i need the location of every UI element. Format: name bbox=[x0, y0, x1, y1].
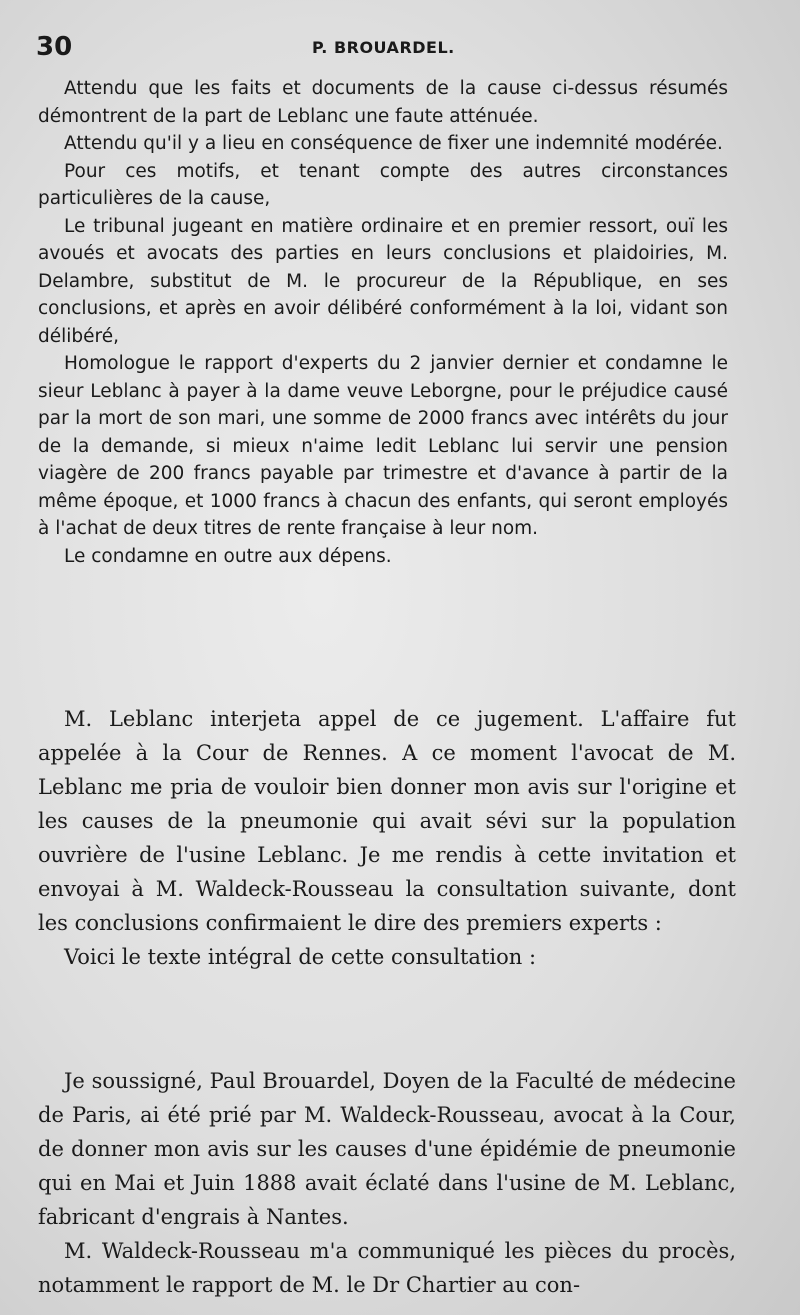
consultation-paragraph: Je soussigné, Paul Brouardel, Doyen de la Faculté de médecine de Paris, ai été prié par M. Waldeck-Rousseau, avocat à la Cour, de donner mon avis sur les causes d'une épidémie de pneumonie qui en Mai et Juin 1888 avait éclaté dans l'usine de M. Leblanc, fabricant d'engrais à Nantes. bbox=[38, 1069, 736, 1229]
judgment-text bbox=[38, 75, 728, 570]
judgment-paragraph: Le tribunal jugeant en matière ordinaire et en premier ressort, ouï les avoués et avocats des parties en leurs conclusions et plaidoiries, M. Delambre, substitut de M. le procureur de la République, en ses conclusions, et après en avoir délibéré conformément à la loi, vidant son délibéré, bbox=[38, 215, 728, 347]
consultation-paragraph: M. Waldeck-Rousseau m'a communiqué les pièces du procès, notamment le rapport de M. le Dr Chartier au con- bbox=[38, 1239, 736, 1297]
narrative-text bbox=[38, 702, 736, 974]
judgment-paragraph: Attendu que les faits et documents de la cause ci-dessus résumés démontrent de la part de Leblanc une faute atténuée. bbox=[38, 78, 728, 127]
judgment-paragraph: Homologue le rapport d'experts du 2 janvier dernier et condamne le sieur Leblanc à payer à la dame veuve Leborgne, pour le préjudice causé par la mort de son mari, une somme de 2000 francs avec intérêts du jour de la demande, si mieux n'aime ledit Leblanc lui servir une pension viagère de 200 francs payable par trimestre et d'avance à partir de la même époque, et 1000 francs à chacun des enfants, qui seront employés à l'achat de deux titres de rente française à leur nom. bbox=[38, 353, 728, 539]
page-number: 30 bbox=[36, 32, 73, 62]
consultation-text bbox=[38, 1064, 736, 1302]
page-header bbox=[36, 32, 770, 72]
narrative-paragraph: M. Leblanc interjeta appel de ce jugement. L'affaire fut appelée à la Cour de Rennes. A ce moment l'avocat de M. Leblanc me pria de vouloir bien donner mon avis sur l'origine et les causes de la pneumonie qui avait sévi sur la population ouvrière de l'usine Leblanc. Je me rendis à cette invitation et envoyai à M. Waldeck-Rousseau la consultation suivante, dont les conclusions confirmaient le dire des premiers experts : bbox=[38, 707, 736, 935]
judgment-paragraph: Le condamne en outre aux dépens. bbox=[64, 545, 392, 567]
narrative-paragraph: Voici le texte intégral de cette consultation : bbox=[64, 945, 537, 969]
judgment-paragraph: Pour ces motifs, et tenant compte des autres circonstances particulières de la cause, bbox=[38, 160, 728, 209]
running-head: P. BROUARDEL. bbox=[312, 38, 455, 57]
judgment-paragraph: Attendu qu'il y a lieu en conséquence de fixer une indemnité modérée. bbox=[64, 133, 723, 154]
